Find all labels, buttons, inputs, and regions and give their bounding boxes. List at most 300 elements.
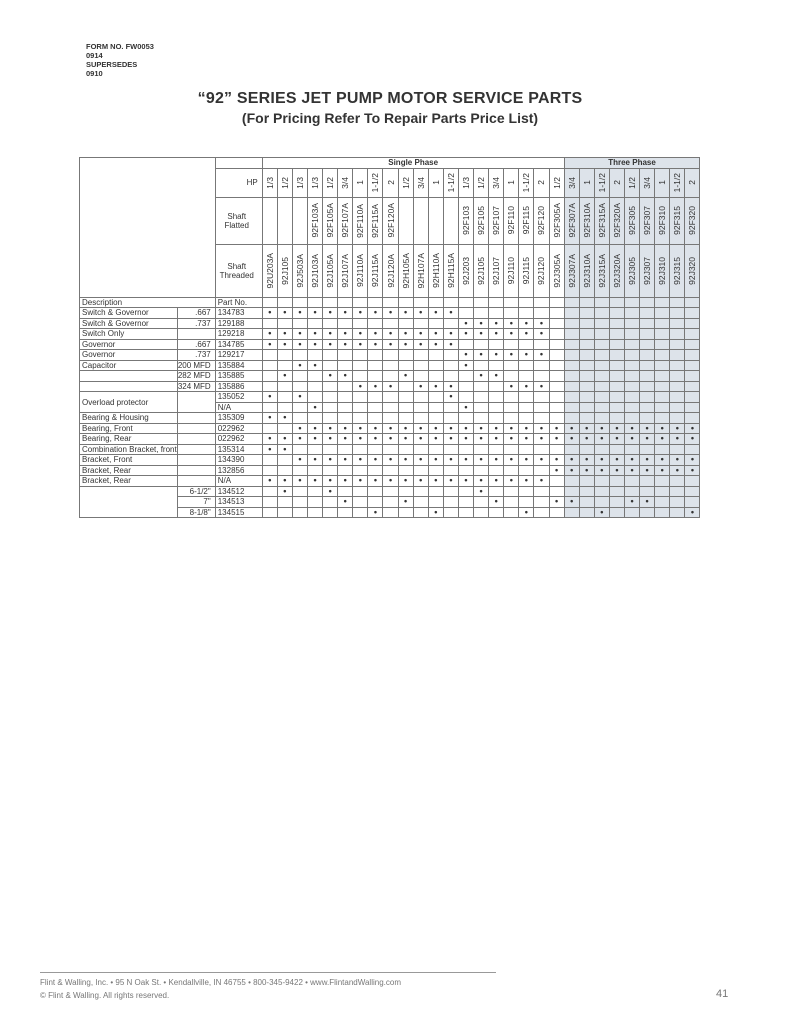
applicability-cell bbox=[594, 360, 609, 371]
applicability-cell bbox=[458, 381, 473, 392]
applicability-cell bbox=[383, 423, 398, 434]
part-description: Bearing, Rear bbox=[80, 434, 178, 445]
applicability-cell bbox=[489, 350, 504, 361]
shaft-threaded-model: 92H105A bbox=[400, 252, 411, 289]
applicability-dot: • bbox=[479, 318, 483, 328]
applicability-cell bbox=[458, 339, 473, 350]
applicability-dot: • bbox=[645, 496, 649, 507]
applicability-cell bbox=[579, 486, 594, 497]
applicability-dot: • bbox=[419, 454, 423, 465]
part-description: Switch & Governor bbox=[80, 308, 178, 319]
applicability-cell bbox=[338, 497, 353, 508]
applicability-cell bbox=[655, 465, 670, 476]
applicability-cell bbox=[534, 360, 549, 371]
applicability-cell bbox=[489, 329, 504, 340]
applicability-cell bbox=[685, 371, 700, 382]
applicability-cell bbox=[670, 434, 685, 445]
applicability-cell bbox=[670, 486, 685, 497]
hp-value: 2 bbox=[536, 180, 547, 185]
applicability-cell bbox=[564, 507, 579, 518]
applicability-dot: • bbox=[419, 381, 423, 391]
applicability-cell bbox=[564, 444, 579, 455]
part-number: 134783 bbox=[215, 308, 262, 319]
applicability-dot: • bbox=[343, 370, 347, 381]
applicability-cell bbox=[308, 486, 323, 497]
shaft-threaded-cell bbox=[338, 244, 353, 297]
shaft-threaded-cell bbox=[519, 244, 534, 297]
applicability-cell bbox=[504, 413, 519, 424]
applicability-cell bbox=[368, 486, 383, 497]
shaft-threaded-cell bbox=[685, 244, 700, 297]
shaft-threaded-model: 92J107 bbox=[491, 256, 502, 285]
part-description: Combination Bracket, front bbox=[80, 444, 178, 455]
applicability-dot: • bbox=[585, 433, 589, 444]
applicability-dot: • bbox=[313, 307, 317, 318]
shaft-flatted-cell bbox=[579, 197, 594, 244]
shaft-flatted-cell bbox=[458, 197, 473, 244]
applicability-cell bbox=[368, 339, 383, 350]
applicability-cell bbox=[308, 339, 323, 350]
applicability-cell bbox=[609, 444, 624, 455]
applicability-cell bbox=[323, 497, 338, 508]
form-number: FORM NO. FW0053 bbox=[86, 42, 154, 51]
part-row bbox=[80, 371, 700, 382]
part-description: Bearing & Housing bbox=[80, 413, 178, 424]
applicability-dot: • bbox=[268, 475, 272, 486]
shaft-flatted-model: 92F105A bbox=[325, 203, 336, 238]
applicability-dot: • bbox=[404, 370, 408, 381]
applicability-cell bbox=[519, 339, 534, 350]
applicability-cell bbox=[338, 507, 353, 518]
applicability-cell bbox=[368, 444, 383, 455]
applicability-cell bbox=[609, 318, 624, 329]
form-number-block bbox=[86, 42, 154, 78]
shaft-threaded-model: 92H115A bbox=[445, 253, 456, 288]
applicability-dot: • bbox=[539, 454, 544, 465]
applicability-dot: • bbox=[464, 454, 468, 465]
applicability-dot: • bbox=[373, 475, 377, 486]
applicability-dot: • bbox=[404, 423, 408, 433]
applicability-cell bbox=[564, 486, 579, 497]
applicability-cell bbox=[624, 402, 639, 413]
part-spec bbox=[177, 392, 215, 413]
applicability-cell bbox=[398, 318, 413, 329]
part-description: Bracket, Rear bbox=[80, 476, 178, 487]
part-number: 135314 bbox=[215, 444, 262, 455]
applicability-cell bbox=[323, 455, 338, 466]
model-cell bbox=[413, 297, 428, 308]
applicability-cell bbox=[609, 486, 624, 497]
applicability-cell bbox=[398, 413, 413, 424]
applicability-dot: • bbox=[554, 465, 559, 475]
applicability-cell bbox=[519, 371, 534, 382]
hp-cell bbox=[685, 168, 700, 197]
part-row bbox=[80, 318, 700, 329]
hp-value: 3/4 bbox=[491, 176, 502, 189]
applicability-cell bbox=[398, 381, 413, 392]
applicability-dot: • bbox=[660, 433, 664, 444]
applicability-cell bbox=[368, 507, 383, 518]
applicability-cell bbox=[564, 413, 579, 424]
hp-cell bbox=[308, 168, 323, 197]
applicability-cell bbox=[655, 308, 670, 319]
part-number: N/A bbox=[215, 402, 262, 413]
applicability-cell bbox=[292, 308, 307, 319]
part-row bbox=[80, 329, 700, 340]
shaft-flatted-model: 92F103A bbox=[310, 203, 321, 238]
model-cell bbox=[655, 297, 670, 308]
applicability-cell bbox=[474, 360, 489, 371]
applicability-cell bbox=[338, 392, 353, 403]
applicability-dot: • bbox=[268, 307, 272, 318]
part-description: Capacitor bbox=[80, 360, 178, 371]
part-number: 134513 bbox=[215, 497, 262, 508]
applicability-cell bbox=[534, 486, 549, 497]
hp-value: 1/3 bbox=[310, 176, 321, 189]
applicability-dot: • bbox=[509, 475, 513, 486]
part-description: Overload protector bbox=[80, 392, 178, 413]
applicability-dot: • bbox=[494, 475, 498, 486]
part-row bbox=[80, 476, 700, 487]
shaft-threaded-cell bbox=[323, 244, 338, 297]
applicability-cell bbox=[655, 360, 670, 371]
page-number: 41 bbox=[716, 988, 729, 1000]
part-number: 135052 bbox=[215, 392, 262, 403]
part-number-header: Part No. bbox=[215, 297, 262, 308]
applicability-cell bbox=[564, 360, 579, 371]
applicability-dot: • bbox=[524, 475, 528, 486]
shaft-flatted-cell bbox=[594, 197, 609, 244]
part-number: 129218 bbox=[215, 329, 262, 340]
applicability-cell bbox=[504, 339, 519, 350]
model-cell bbox=[594, 297, 609, 308]
applicability-cell bbox=[292, 444, 307, 455]
applicability-cell bbox=[458, 455, 473, 466]
applicability-cell bbox=[624, 486, 639, 497]
applicability-dot: • bbox=[358, 307, 362, 318]
applicability-cell bbox=[383, 434, 398, 445]
applicability-dot: • bbox=[328, 486, 332, 496]
applicability-dot: • bbox=[298, 328, 302, 339]
applicability-cell bbox=[383, 329, 398, 340]
model-cell bbox=[579, 297, 594, 308]
applicability-dot: • bbox=[539, 475, 544, 486]
applicability-cell bbox=[504, 465, 519, 476]
shaft-flatted-model: 92F120 bbox=[536, 206, 547, 235]
applicability-dot: • bbox=[524, 349, 528, 360]
hp-cell bbox=[534, 168, 549, 197]
applicability-cell bbox=[594, 497, 609, 508]
applicability-cell bbox=[262, 308, 277, 319]
applicability-cell bbox=[549, 360, 564, 371]
hp-value: 1/2 bbox=[400, 176, 411, 189]
applicability-cell bbox=[534, 423, 549, 434]
applicability-cell bbox=[474, 402, 489, 413]
applicability-cell bbox=[353, 308, 368, 319]
part-row bbox=[80, 444, 700, 455]
applicability-dot: • bbox=[464, 402, 468, 412]
applicability-dot: • bbox=[449, 454, 453, 465]
applicability-cell bbox=[292, 350, 307, 361]
applicability-cell bbox=[504, 308, 519, 319]
applicability-cell bbox=[504, 318, 519, 329]
applicability-dot: • bbox=[404, 496, 408, 507]
part-description bbox=[80, 486, 178, 518]
applicability-dot: • bbox=[630, 496, 634, 507]
applicability-dot: • bbox=[283, 444, 287, 454]
shaft-threaded-cell bbox=[609, 244, 624, 297]
applicability-dot: • bbox=[539, 318, 544, 328]
applicability-cell bbox=[594, 413, 609, 424]
applicability-dot: • bbox=[343, 454, 347, 465]
applicability-cell bbox=[579, 444, 594, 455]
applicability-cell bbox=[534, 444, 549, 455]
part-spec bbox=[177, 434, 215, 445]
applicability-cell bbox=[670, 423, 685, 434]
part-number: 134515 bbox=[215, 507, 262, 518]
applicability-cell bbox=[262, 486, 277, 497]
applicability-dot: • bbox=[313, 475, 317, 486]
applicability-cell bbox=[443, 318, 458, 329]
part-row bbox=[80, 413, 700, 424]
applicability-cell bbox=[489, 318, 504, 329]
shaft-flatted-cell bbox=[368, 197, 383, 244]
shaft-flatted-cell bbox=[323, 197, 338, 244]
applicability-dot: • bbox=[388, 454, 393, 465]
shaft-threaded-cell bbox=[458, 244, 473, 297]
hp-cell bbox=[594, 168, 609, 197]
applicability-cell bbox=[338, 455, 353, 466]
part-spec bbox=[177, 423, 215, 434]
hp-value: 3/4 bbox=[415, 176, 426, 189]
applicability-cell bbox=[519, 507, 534, 518]
applicability-cell bbox=[609, 465, 624, 476]
applicability-dot: • bbox=[690, 433, 694, 444]
hp-value: 1/2 bbox=[325, 176, 336, 189]
applicability-cell bbox=[564, 339, 579, 350]
part-spec: .667 bbox=[177, 308, 215, 319]
applicability-cell bbox=[383, 402, 398, 413]
applicability-dot: • bbox=[328, 370, 332, 381]
applicability-dot: • bbox=[283, 475, 287, 486]
applicability-cell bbox=[564, 497, 579, 508]
applicability-cell bbox=[308, 444, 323, 455]
applicability-cell bbox=[413, 434, 428, 445]
applicability-cell bbox=[519, 497, 534, 508]
applicability-dot: • bbox=[479, 475, 483, 486]
applicability-cell bbox=[504, 423, 519, 434]
applicability-cell bbox=[368, 308, 383, 319]
applicability-cell bbox=[504, 507, 519, 518]
applicability-cell bbox=[428, 392, 443, 403]
applicability-dot: • bbox=[690, 507, 694, 517]
part-spec bbox=[177, 329, 215, 340]
applicability-cell bbox=[579, 339, 594, 350]
part-row bbox=[80, 465, 700, 476]
hp-cell bbox=[670, 168, 685, 197]
part-row bbox=[80, 423, 700, 434]
applicability-cell bbox=[292, 381, 307, 392]
applicability-cell bbox=[579, 350, 594, 361]
applicability-dot: • bbox=[449, 328, 453, 339]
shaft-flatted-cell bbox=[474, 197, 489, 244]
applicability-cell bbox=[338, 444, 353, 455]
part-number: 129217 bbox=[215, 350, 262, 361]
applicability-cell bbox=[670, 392, 685, 403]
applicability-cell bbox=[398, 392, 413, 403]
applicability-cell bbox=[292, 455, 307, 466]
applicability-cell bbox=[458, 402, 473, 413]
model-cell bbox=[564, 297, 579, 308]
model-cell bbox=[458, 297, 473, 308]
applicability-cell bbox=[670, 350, 685, 361]
applicability-cell bbox=[428, 497, 443, 508]
applicability-dot: • bbox=[358, 339, 362, 349]
applicability-cell bbox=[640, 476, 655, 487]
applicability-cell bbox=[534, 455, 549, 466]
shaft-flatted-model: 92F310 bbox=[657, 206, 668, 235]
applicability-dot: • bbox=[494, 454, 498, 465]
applicability-cell bbox=[489, 371, 504, 382]
applicability-cell bbox=[609, 381, 624, 392]
shaft-threaded-model: 92J315 bbox=[672, 256, 683, 285]
applicability-cell bbox=[338, 423, 353, 434]
applicability-cell bbox=[458, 497, 473, 508]
applicability-cell bbox=[685, 392, 700, 403]
applicability-cell bbox=[413, 329, 428, 340]
applicability-cell bbox=[519, 350, 534, 361]
applicability-cell bbox=[383, 318, 398, 329]
applicability-cell bbox=[308, 402, 323, 413]
applicability-cell bbox=[670, 507, 685, 518]
applicability-cell bbox=[594, 350, 609, 361]
applicability-cell bbox=[534, 465, 549, 476]
shaft-flatted-model: 92F105 bbox=[476, 206, 487, 235]
applicability-cell bbox=[443, 465, 458, 476]
applicability-cell bbox=[579, 371, 594, 382]
applicability-dot: • bbox=[449, 475, 453, 486]
applicability-cell bbox=[383, 308, 398, 319]
applicability-cell bbox=[685, 360, 700, 371]
applicability-cell bbox=[277, 434, 292, 445]
part-description: Bracket, Rear bbox=[80, 465, 178, 476]
applicability-cell bbox=[504, 360, 519, 371]
applicability-dot: • bbox=[343, 496, 347, 507]
applicability-dot: • bbox=[434, 454, 438, 465]
applicability-dot: • bbox=[268, 444, 272, 454]
shaft-threaded-model: 92J320A bbox=[611, 253, 622, 288]
shaft-flatted-cell bbox=[383, 197, 398, 244]
part-description bbox=[80, 371, 178, 382]
applicability-dot: • bbox=[313, 339, 317, 349]
shaft-flatted-cell bbox=[428, 197, 443, 244]
applicability-cell bbox=[655, 318, 670, 329]
applicability-cell bbox=[609, 402, 624, 413]
part-number: 135886 bbox=[215, 381, 262, 392]
applicability-cell bbox=[262, 423, 277, 434]
applicability-cell bbox=[474, 455, 489, 466]
applicability-cell bbox=[292, 423, 307, 434]
part-number: 135884 bbox=[215, 360, 262, 371]
part-row bbox=[80, 360, 700, 371]
hp-cell bbox=[640, 168, 655, 197]
applicability-cell bbox=[504, 381, 519, 392]
applicability-cell bbox=[594, 423, 609, 434]
applicability-dot: • bbox=[268, 391, 272, 402]
applicability-cell bbox=[549, 444, 564, 455]
applicability-cell bbox=[277, 444, 292, 455]
applicability-cell bbox=[338, 486, 353, 497]
applicability-dot: • bbox=[509, 328, 513, 339]
applicability-cell bbox=[489, 507, 504, 518]
applicability-cell bbox=[353, 434, 368, 445]
applicability-cell bbox=[504, 476, 519, 487]
applicability-dot: • bbox=[449, 339, 453, 349]
service-parts-table bbox=[79, 157, 700, 518]
applicability-cell bbox=[489, 381, 504, 392]
applicability-cell bbox=[428, 476, 443, 487]
shaft-threaded-model: 92J320 bbox=[687, 256, 698, 285]
shaft-flatted-cell bbox=[292, 197, 307, 244]
applicability-cell bbox=[398, 507, 413, 518]
applicability-cell bbox=[262, 360, 277, 371]
model-cell bbox=[368, 297, 383, 308]
applicability-dot: • bbox=[343, 423, 347, 433]
applicability-cell bbox=[428, 371, 443, 382]
applicability-cell bbox=[624, 381, 639, 392]
applicability-cell bbox=[443, 402, 458, 413]
hp-value: 1 bbox=[657, 180, 668, 185]
model-cell bbox=[308, 297, 323, 308]
applicability-cell bbox=[443, 507, 458, 518]
applicability-cell bbox=[428, 381, 443, 392]
shaft-flatted-label: Shaft Flatted bbox=[215, 197, 262, 244]
applicability-cell bbox=[655, 423, 670, 434]
applicability-cell bbox=[398, 329, 413, 340]
applicability-cell bbox=[685, 339, 700, 350]
applicability-dot: • bbox=[479, 328, 483, 339]
applicability-cell bbox=[549, 455, 564, 466]
applicability-cell bbox=[458, 476, 473, 487]
applicability-dot: • bbox=[585, 423, 589, 433]
applicability-cell bbox=[609, 413, 624, 424]
applicability-cell bbox=[609, 476, 624, 487]
applicability-cell bbox=[564, 434, 579, 445]
applicability-cell bbox=[594, 329, 609, 340]
applicability-cell bbox=[458, 329, 473, 340]
applicability-dot: • bbox=[675, 454, 679, 465]
shaft-threaded-model: 92J103A bbox=[310, 253, 321, 288]
applicability-dot: • bbox=[434, 423, 438, 433]
applicability-cell bbox=[292, 486, 307, 497]
applicability-cell bbox=[443, 444, 458, 455]
applicability-dot: • bbox=[615, 465, 619, 475]
part-description: Switch Only bbox=[80, 329, 178, 340]
applicability-cell bbox=[534, 402, 549, 413]
applicability-cell bbox=[383, 350, 398, 361]
applicability-cell bbox=[443, 392, 458, 403]
applicability-cell bbox=[624, 434, 639, 445]
part-description: Governor bbox=[80, 350, 178, 361]
applicability-cell bbox=[292, 507, 307, 518]
applicability-cell bbox=[594, 465, 609, 476]
applicability-cell bbox=[458, 413, 473, 424]
hp-cell bbox=[443, 168, 458, 197]
applicability-cell bbox=[609, 497, 624, 508]
hp-cell bbox=[292, 168, 307, 197]
shaft-threaded-model: 92J110 bbox=[506, 256, 517, 285]
applicability-cell bbox=[670, 339, 685, 350]
